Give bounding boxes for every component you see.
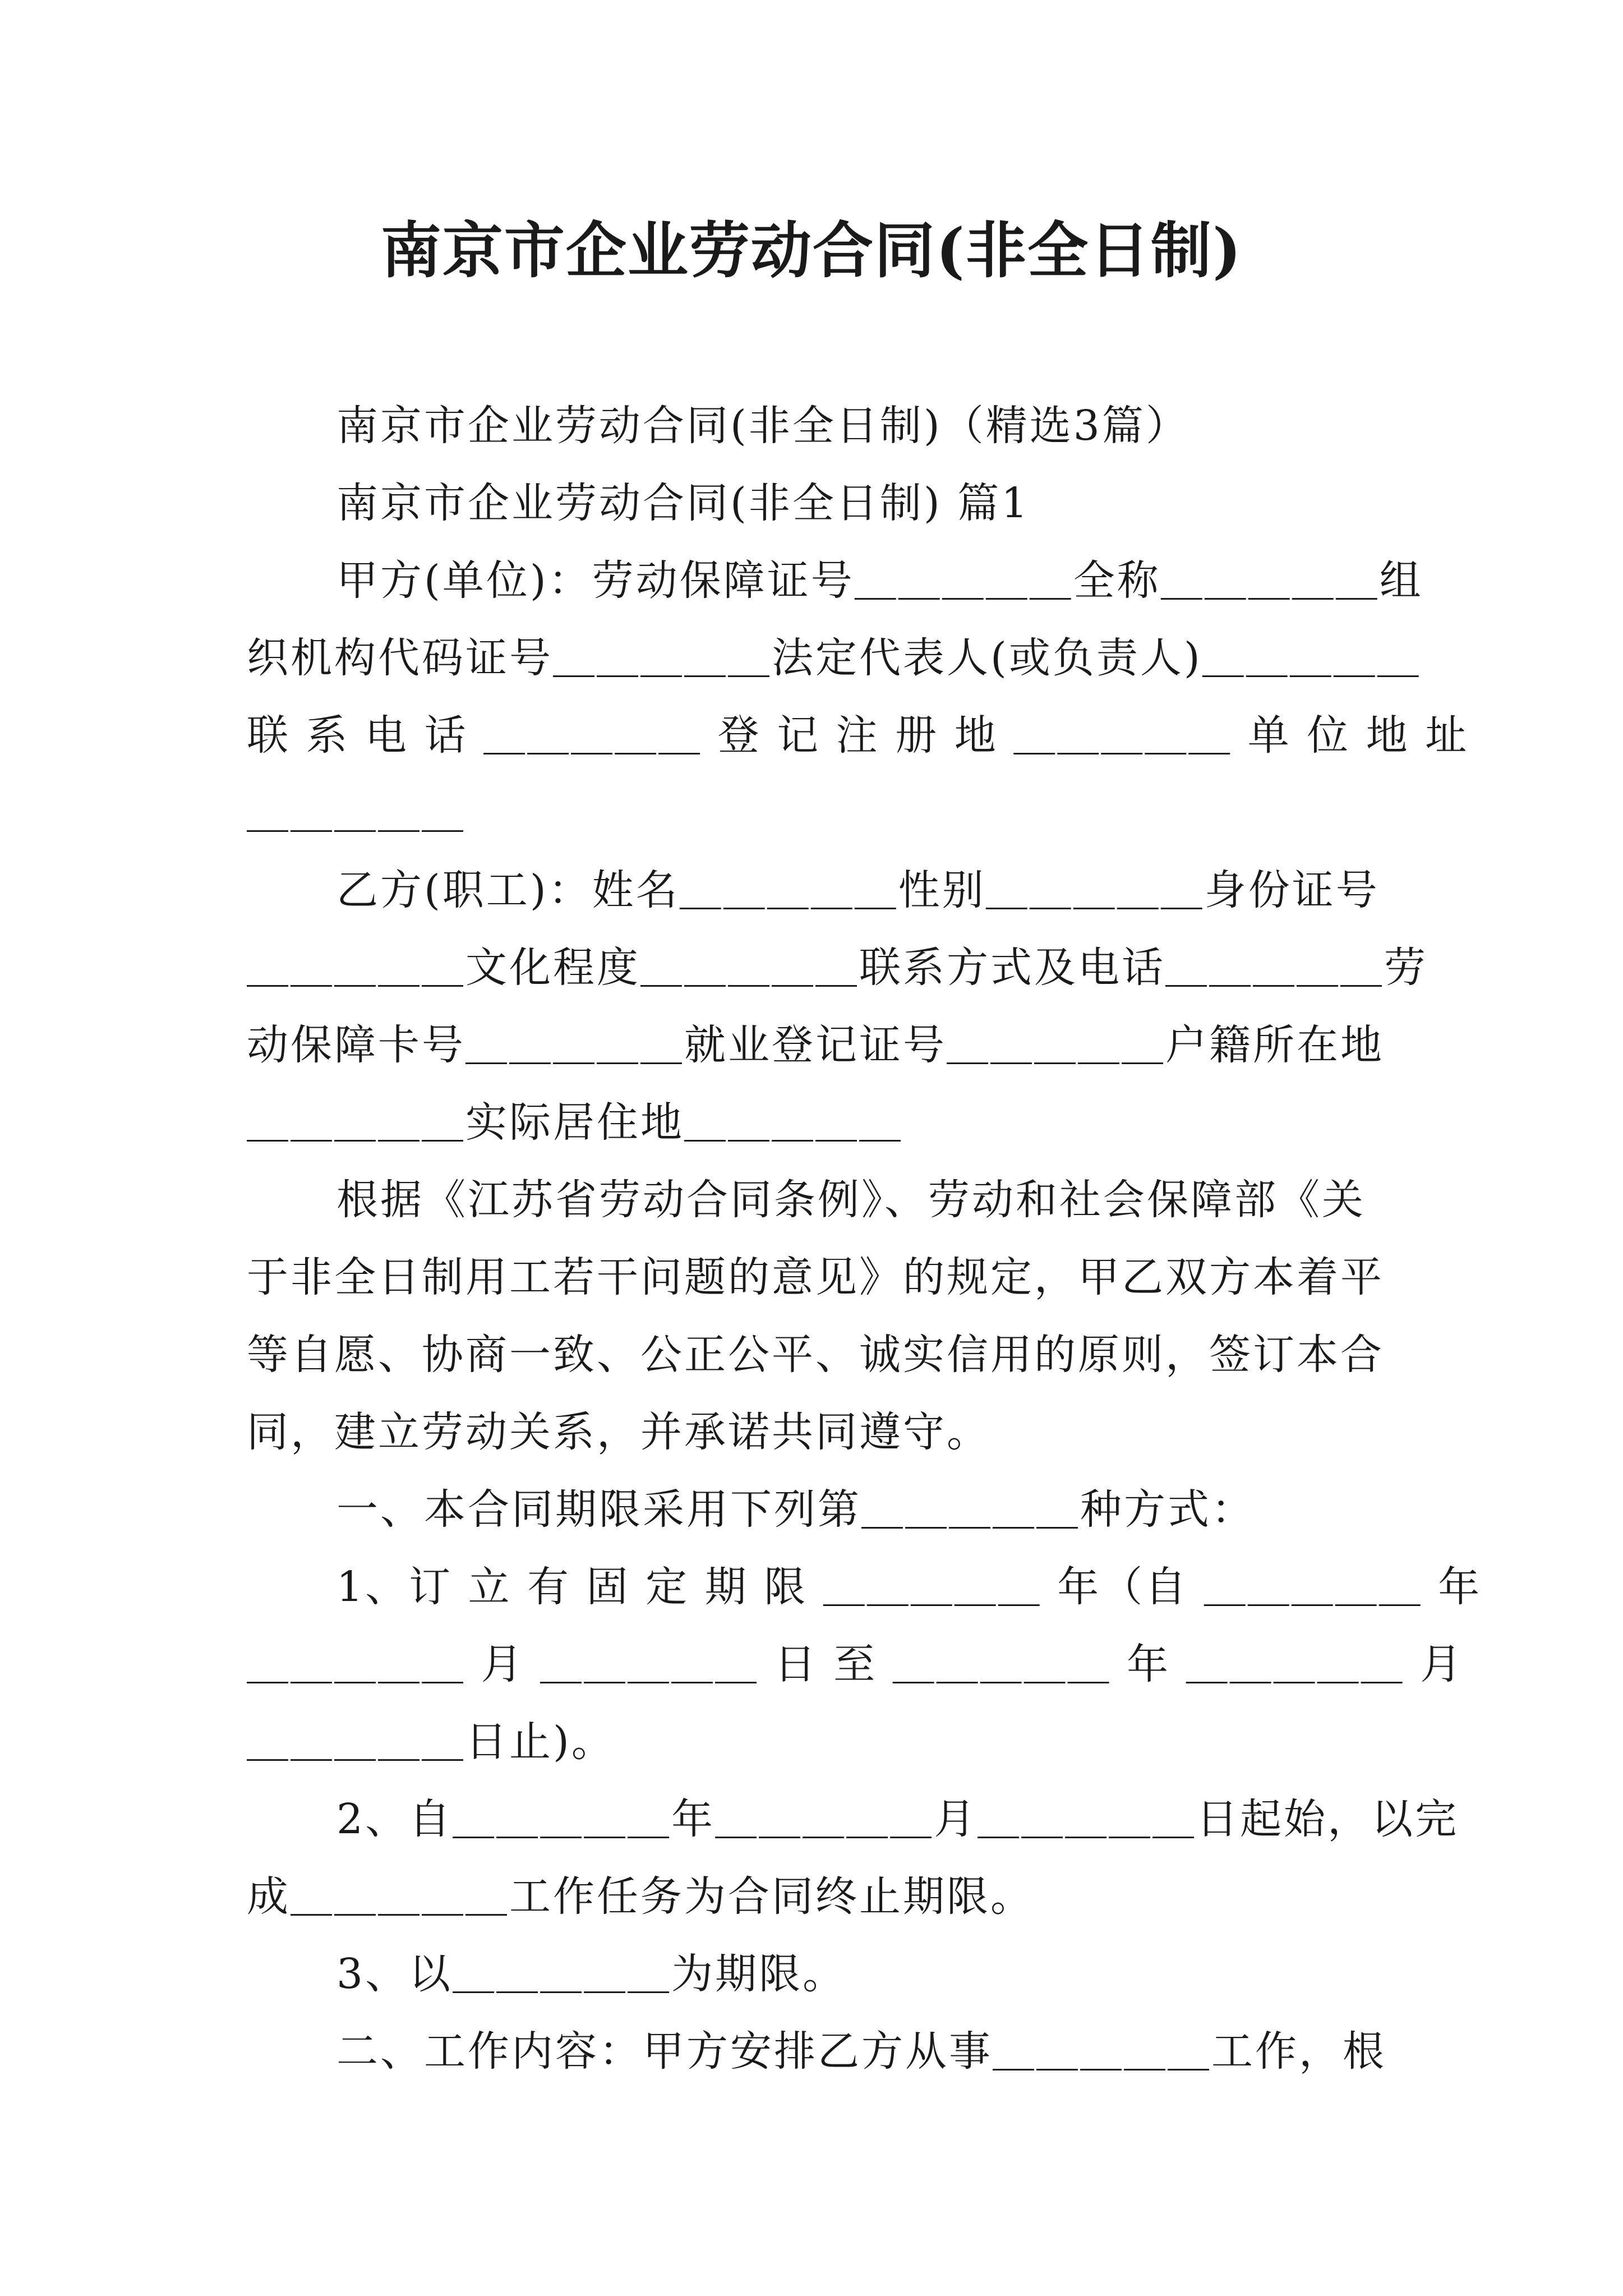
basis-line-4: 同，建立劳动关系，并承诺共同遵守。 [247, 1408, 990, 1456]
clause-1-item-2-line-2: 成＿＿＿＿＿工作任务为合同终止期限。 [247, 1872, 1034, 1921]
document-title: 南京市企业劳动合同(非全日制) [380, 215, 1243, 286]
subtitle-selection: 南京市企业劳动合同(非全日制)（精选3篇） [336, 402, 1189, 450]
clause-1-item-2-line-1: 2、自＿＿＿＿＿年＿＿＿＿＿月＿＿＿＿＿日起始，以完 [336, 1795, 1459, 1843]
subtitle-part-1: 南京市企业劳动合同(非全日制) 篇1 [336, 479, 1030, 527]
party-b-line-4: ＿＿＿＿＿实际居住地＿＿＿＿＿ [247, 1098, 903, 1147]
party-a-line-3: 联 系 电 话 ＿＿＿＿＿ 登 记 注 册 地 ＿＿＿＿＿ 单 位 地 址 [247, 711, 1469, 760]
clause-1-heading: 一、本合同期限采用下列第＿＿＿＿＿种方式： [336, 1485, 1255, 1534]
party-b-line-3: 动保障卡号＿＿＿＿＿就业登记证号＿＿＿＿＿户籍所在地 [247, 1021, 1384, 1069]
party-b-line-1: 乙方(职工)：姓名＿＿＿＿＿性别＿＿＿＿＿身份证号 [336, 866, 1380, 914]
clause-1-item-1-line-1: 1、订 立 有 固 定 期 限 ＿＿＿＿＿ 年（自 ＿＿＿＿＿ 年 [336, 1563, 1482, 1611]
clause-1-item-1-line-2: ＿＿＿＿＿ 月 ＿＿＿＿＿ 日 至 ＿＿＿＿＿ 年 ＿＿＿＿＿ 月 [247, 1640, 1464, 1688]
clause-2-line-1: 二、工作内容：甲方安排乙方从事＿＿＿＿＿工作，根 [336, 2027, 1386, 2076]
clause-1-item-1-line-3: ＿＿＿＿＿日止)。 [247, 1718, 615, 1766]
party-a-line-1: 甲方(单位)：劳动保障证号＿＿＿＿＿全称＿＿＿＿＿组 [336, 556, 1423, 605]
basis-line-2: 于非全日制用工若干问题的意见》的规定，甲乙双方本着平 [247, 1253, 1384, 1301]
party-a-line-2: 织机构代码证号＿＿＿＿＿法定代表人(或负责人)＿＿＿＿＿ [247, 634, 1421, 682]
clause-1-item-3: 3、以＿＿＿＿＿为期限。 [336, 1950, 847, 1998]
party-a-line-4: ＿＿＿＿＿ [247, 789, 465, 837]
basis-line-1: 根据《江苏省劳动合同条例》、劳动和社会保障部《关 [336, 1176, 1366, 1224]
basis-line-3: 等自愿、协商一致、公正公平、诚实信用的原则，签订本合 [247, 1331, 1384, 1379]
party-b-line-2: ＿＿＿＿＿文化程度＿＿＿＿＿联系方式及电话＿＿＿＿＿劳 [247, 944, 1428, 992]
